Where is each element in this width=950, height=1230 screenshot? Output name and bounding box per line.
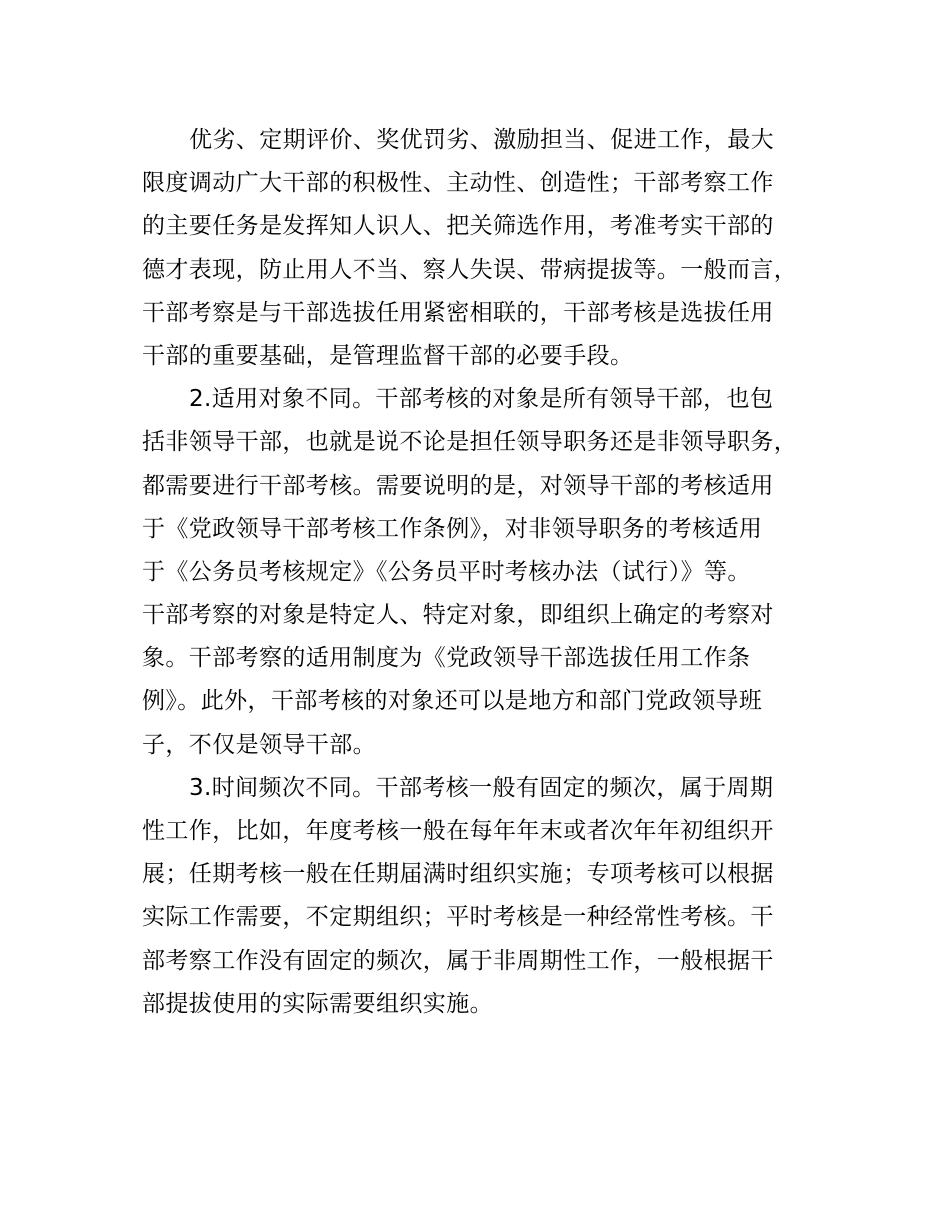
text-line: 都需要进行干部考核。需要说明的是，对领导干部的考核适用 [142,472,774,499]
text-line: 干部的重要基础，是管理监督干部的必要手段。 [142,342,634,369]
text-line: 德才表现，防止用人不当、察人失误、带病提拔等。一般而言， [142,256,798,283]
text-line: 展；任期考核一般在任期届满时组织实施；专项考核可以根据 [142,861,774,888]
paragraph-2 [142,378,832,767]
text-line: 干部考察是与干部选拔任用紧密相联的，干部考核是选拔任用 [142,299,774,326]
text-line: 于《公务员考核规定》《公务员平时考核办法（试行）》等。 [142,558,751,585]
text-line: 限度调动广大干部的积极性、主动性、创造性；干部考察工作 [142,170,774,197]
text-line: 3.时间频次不同。干部考核一般有固定的频次，属于周期 [189,774,774,801]
document-body [142,119,832,1026]
paragraph-3 [142,767,832,1026]
text-line: 于《党政领导干部考核工作条例》，对非领导职务的考核适用 [142,515,763,542]
text-line: 象。干部考察的适用制度为《党政领导干部选拔任用工作条 [142,645,751,672]
text-line: 干部考察的对象是特定人、特定对象，即组织上确定的考察对 [142,602,774,629]
text-line: 2.适用对象不同。干部考核的对象是所有领导干部，也包 [189,386,774,413]
text-line: 括非领导干部，也就是说不论是担任领导职务还是非领导职务， [142,429,798,456]
paragraph-1 [142,119,832,378]
text-line: 部考察工作没有固定的频次，属于非周期性工作，一般根据干 [142,947,774,974]
text-line: 优劣、定期评价、奖优罚劣、激励担当、促进工作，最大 [189,127,774,153]
text-line: 的主要任务是发挥知人识人、把关筛选作用，考准考实干部的 [142,213,774,240]
text-line: 实际工作需要，不定期组织；平时考核是一种经常性考核。干 [142,904,774,931]
text-line: 部提拔使用的实际需要组织实施。 [142,990,493,1017]
text-line: 性工作，比如，年度考核一般在每年年末或者次年年初组织开 [142,818,774,844]
text-line: 例》。此外，干部考核的对象还可以是地方和部门党政领导班 [142,688,763,715]
text-line: 子，不仅是领导干部。 [142,731,376,758]
